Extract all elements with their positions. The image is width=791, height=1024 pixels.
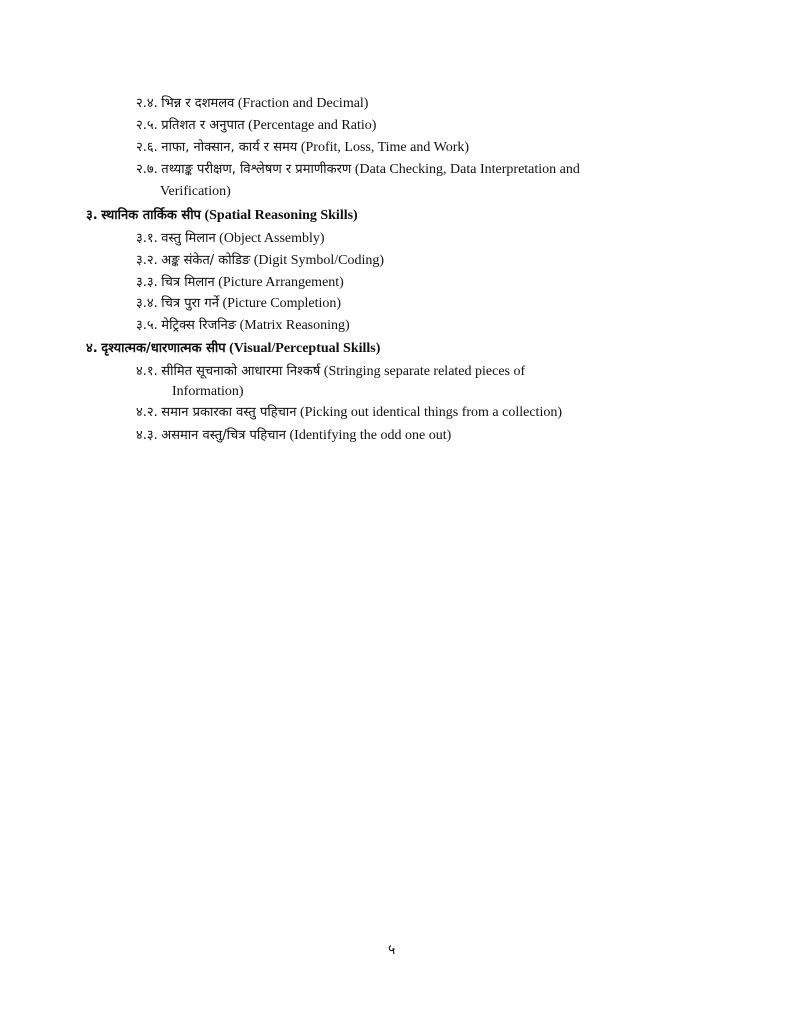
item-number: ३.३. <box>136 275 158 290</box>
item-english-text: (Object Assembly) <box>219 231 325 246</box>
item-english-text: (Picture Arrangement) <box>218 275 344 290</box>
item-english-text: (Matrix Reasoning) <box>239 318 350 333</box>
section-heading <box>86 339 380 359</box>
item-nepali-text: असमान वस्तु/चित्र पहिचान <box>161 428 287 443</box>
item-nepali-text: मेट्रिक्स रिजनिङ <box>161 318 237 333</box>
item-number: ३.४. <box>136 296 158 311</box>
list-item <box>136 138 469 158</box>
item-number: २.६. <box>136 140 158 155</box>
section-number: ४. <box>86 341 98 356</box>
item-english-text: (Identifying the odd one out) <box>289 428 452 443</box>
item-nepali-text: चित्र मिलान <box>161 275 215 290</box>
list-item <box>136 426 451 446</box>
item-nepali-text: तथ्याङ्क परीक्षण, विश्लेषण र प्रमाणीकरण <box>161 162 352 177</box>
item-english-text: (Picture Completion) <box>222 296 342 311</box>
item-english-text: (Digit Symbol/Coding) <box>253 253 385 268</box>
item-nepali-text: चित्र पुरा गर्ने <box>161 296 219 311</box>
item-english-text: (Percentage and Ratio) <box>248 118 377 133</box>
list-item <box>136 316 350 336</box>
list-item <box>136 362 525 382</box>
section-heading <box>86 206 358 226</box>
list-item <box>136 273 344 293</box>
list-item <box>136 160 580 180</box>
item-nepali-text: समान प्रकारका वस्तु पहिचान <box>161 405 297 420</box>
item-english-continuation: Verification) <box>160 184 231 199</box>
item-nepali-text: नाफा, नोक्सान, कार्य र समय <box>161 140 298 155</box>
list-item <box>136 116 376 136</box>
item-nepali-text: सीमित सूचनाको आधारमा निश्कर्ष <box>161 364 321 379</box>
section-nepali-title: दृश्यात्मक/धारणात्मक सीप <box>101 341 226 356</box>
section-number: ३. <box>86 208 98 223</box>
item-number: ४.१. <box>136 364 158 379</box>
item-number: ३.२. <box>136 253 158 268</box>
section-nepali-title: स्थानिक तार्किक सीप <box>101 208 201 223</box>
item-number: ४.२. <box>136 405 158 420</box>
item-nepali-text: अङ्क संकेत/ कोडिङ <box>161 253 251 268</box>
list-item-continuation <box>172 382 244 402</box>
section-english-title: (Spatial Reasoning Skills) <box>204 208 358 223</box>
item-english-continuation: Information) <box>172 384 244 399</box>
list-item-continuation <box>160 182 231 202</box>
item-english-text: (Fraction and Decimal) <box>237 96 369 111</box>
page-number: ५ <box>388 942 396 958</box>
item-number: २.५. <box>136 118 158 133</box>
item-number: ४.३. <box>136 428 158 443</box>
list-item <box>136 403 562 423</box>
item-nepali-text: प्रतिशत र अनुपात <box>161 118 245 133</box>
list-item <box>136 229 325 249</box>
list-item <box>136 294 341 314</box>
item-number: ३.५. <box>136 318 158 333</box>
item-number: २.४. <box>136 96 158 111</box>
item-number: ३.१. <box>136 231 158 246</box>
item-english-text: (Stringing separate related pieces of <box>323 364 526 379</box>
section-english-title: (Visual/Perceptual Skills) <box>229 341 381 356</box>
item-english-text: (Data Checking, Data Interpretation and <box>354 162 580 177</box>
item-nepali-text: वस्तु मिलान <box>161 231 216 246</box>
item-english-text: (Profit, Loss, Time and Work) <box>300 140 470 155</box>
item-number: २.७. <box>136 162 158 177</box>
item-english-text: (Picking out identical things from a collection) <box>299 405 563 420</box>
list-item <box>136 94 368 114</box>
list-item <box>136 251 384 271</box>
item-nepali-text: भिन्न र दशमलव <box>161 96 235 111</box>
